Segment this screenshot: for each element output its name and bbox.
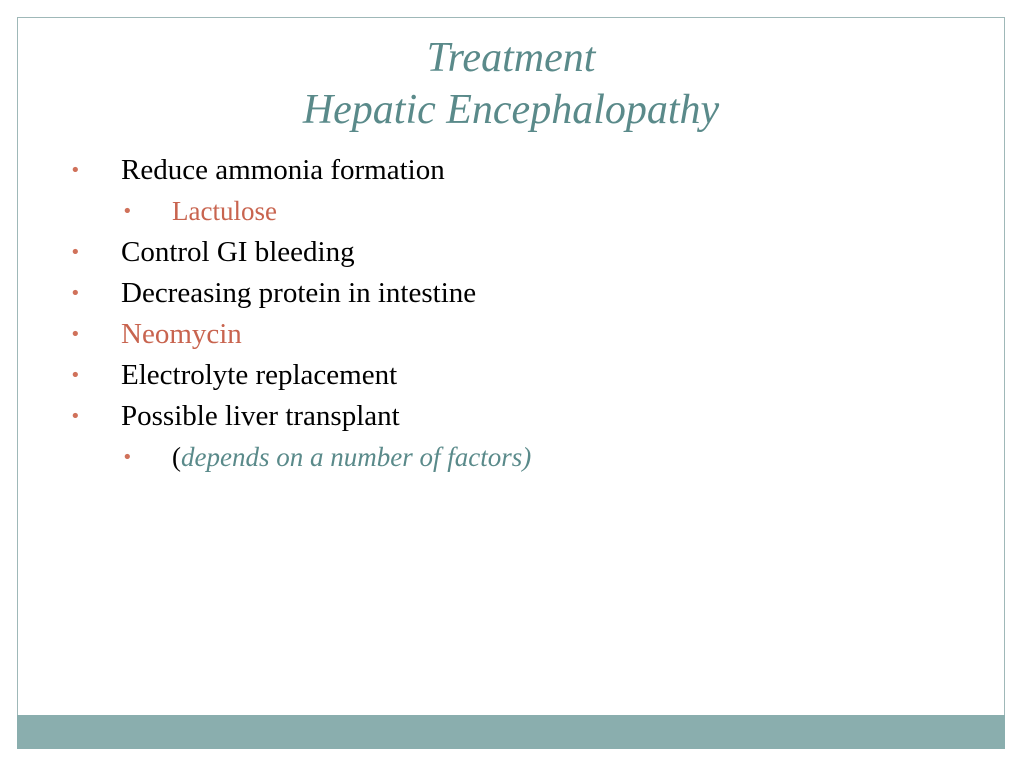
footer-band [17,715,1005,749]
slide-title [17,32,1005,136]
bullet-icon: • [70,324,81,345]
list-item [0,273,1024,314]
note-text: depends on a number of factors) [181,442,532,472]
bullet-icon: • [70,242,81,263]
bullet-icon: • [122,447,133,468]
list-item [0,150,1024,191]
bullet-icon: • [70,160,81,181]
bullet-text: Reduce ammonia formation [121,154,445,186]
list-item [0,191,1024,232]
bullet-icon: • [122,201,133,222]
bullet-text: Possible liver transplant [121,400,400,432]
bullet-icon: • [70,406,81,427]
list-item [0,355,1024,396]
bullet-text [172,437,531,478]
list-item [0,396,1024,437]
bullet-text: Control GI bleeding [121,236,355,268]
list-item [0,314,1024,355]
bullet-text: Electrolyte replacement [121,359,398,391]
bullet-list [0,150,1024,478]
bullet-icon: • [70,283,81,304]
bullet-text: Lactulose [172,196,277,226]
title-line-2: Hepatic Encephalopathy [302,87,720,133]
list-item [0,437,1024,478]
list-item [0,232,1024,273]
bullet-text: Neomycin [121,318,242,350]
bullet-text: Decreasing protein in intestine [121,277,477,309]
title-line-1: Treatment [426,35,596,81]
open-paren: ( [172,442,181,472]
bullet-icon: • [70,365,81,386]
